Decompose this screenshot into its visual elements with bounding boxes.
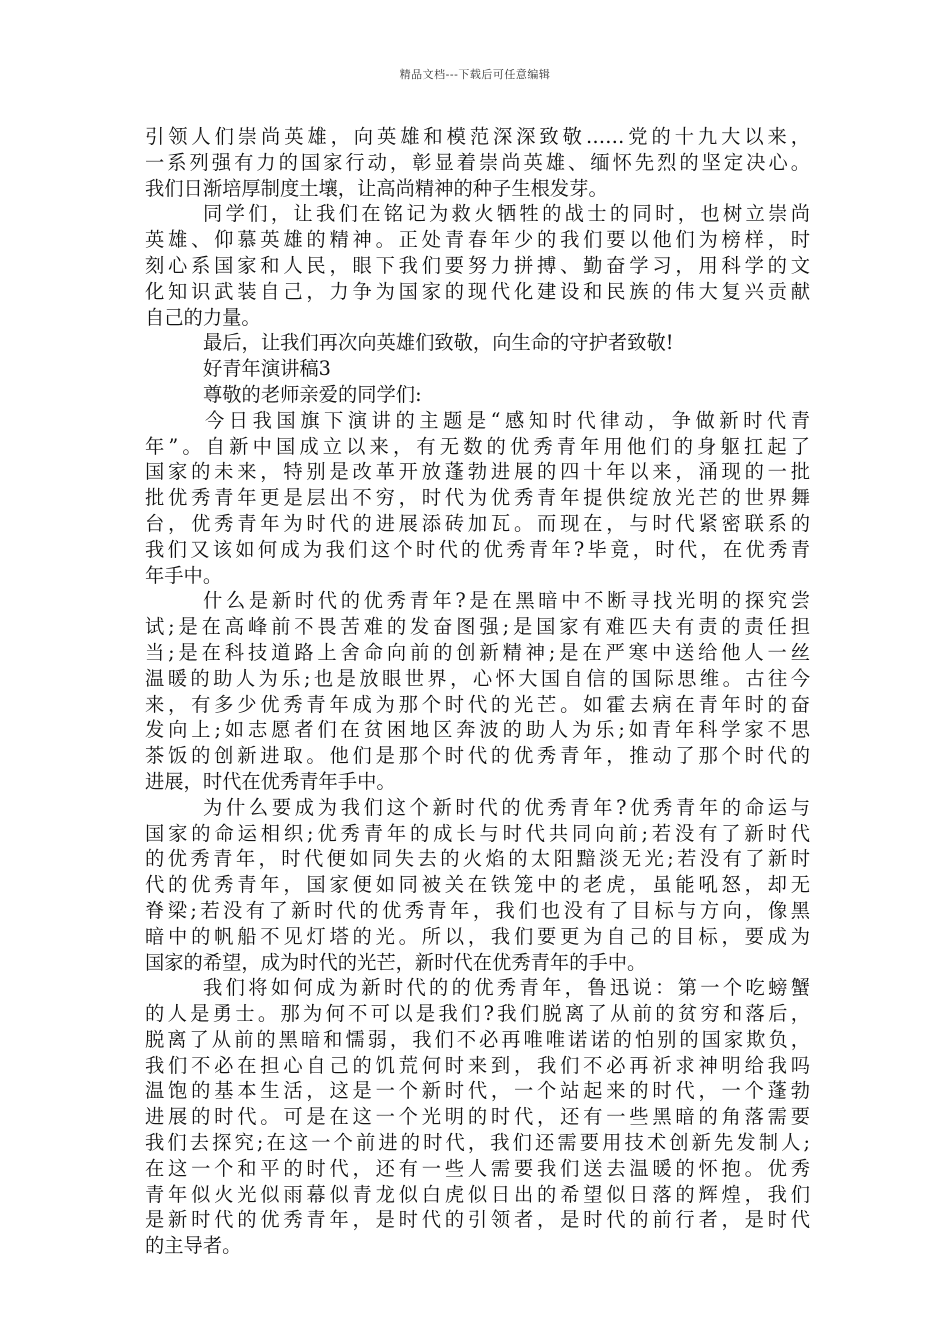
paragraph	[145, 330, 810, 356]
paragraph	[145, 588, 810, 794]
text-line: 一系列强有力的国家行动，彰显着崇尚英雄、缅怀先烈的坚定决心。	[145, 150, 810, 174]
paragraph	[145, 408, 810, 589]
paragraph	[145, 201, 810, 330]
text-line: 进展，时代在优秀青年手中。	[145, 769, 396, 793]
text-line: 化知识武装自己，力争为国家的现代化建设和民族的伟大复兴贡献	[145, 279, 810, 303]
text-line: 好青年演讲稿3	[203, 357, 331, 381]
text-line: 引领人们崇尚英雄，向英雄和模范深深致敬……党的十九大以来，	[145, 125, 810, 148]
text-line: 为什么要成为我们这个新时代的优秀青年?优秀青年的命运与	[203, 795, 810, 819]
text-line: 发向上;如志愿者们在贫困地区奔波的助人为乐;如青年科学家不思	[145, 718, 810, 742]
text-line: 刻心系国家和人民，眼下我们要努力拼搏、勤奋学习，用科学的文	[145, 253, 810, 277]
text-line: 国家的希望，成为时代的光芒，新时代在优秀青年的手中。	[145, 950, 647, 974]
text-line: 青年似火光似雨幕似青龙似白虎似日出的希望似日落的辉煌，我们	[145, 1182, 810, 1206]
paragraph	[145, 124, 810, 201]
text-line: 什么是新时代的优秀青年?是在黑暗中不断寻找光明的探究尝	[203, 589, 810, 613]
text-line: 我们去探究;在这一个前进的时代，我们还需要用技术创新先发制人;	[145, 1131, 810, 1155]
text-line: 年手中。	[145, 563, 223, 587]
text-line: 国家的命运相织;优秀青年的成长与时代共同向前;若没有了新时代	[145, 821, 810, 845]
text-line: 当;是在科技道路上舍命向前的创新精神;是在严寒中送给他人一丝	[145, 640, 810, 664]
text-line: 温暖的助人为乐;也是放眼世界，心怀大国自信的国际思维。古往今	[145, 666, 810, 690]
text-line: 脱离了从前的黑暗和懦弱，我们不必再唯唯诺诺的怕别的国家欺负，	[145, 1027, 810, 1051]
text-line: 试;是在高峰前不畏苦难的发奋图强;是国家有难匹夫有责的责任担	[145, 615, 810, 639]
text-line: 来，有多少优秀青年成为那个时代的光芒。如霍去病在青年时的奋	[145, 692, 810, 716]
text-line: 温饱的基本生活，这是一个新时代，一个站起来的时代，一个蓬勃	[145, 1079, 810, 1103]
text-line: 同学们，让我们在铭记为救火牺牲的战士的同时，也树立崇尚	[203, 202, 810, 226]
text-line: 我们不必在担心自己的饥荒何时来到，我们不必再祈求神明给我吗	[145, 1053, 810, 1077]
text-line: 我们又该如何成为我们这个时代的优秀青年?毕竟，时代，在优秀青	[145, 537, 810, 561]
text-line: 台，优秀青年为时代的进展添砖加瓦。而现在，与时代紧密联系的	[145, 511, 810, 535]
text-line: 的人是勇士。那为何不可以是我们?我们脱离了从前的贫穷和落后，	[145, 1002, 810, 1026]
text-line: 尊敬的老师亲爱的同学们:	[203, 382, 422, 406]
text-line: 进展的时代。可是在这一个光明的时代，还有一些黑暗的角落需要	[145, 1105, 810, 1129]
salutation	[145, 382, 810, 408]
text-line: 批优秀青年更是层出不穷，时代为优秀青年提供绽放光芒的世界舞	[145, 486, 810, 510]
text-line: 暗中的帆船不见灯塔的光。所以，我们要更为自己的目标，要成为	[145, 924, 810, 948]
text-line: 茶饭的创新进取。他们是那个时代的优秀青年，推动了那个时代的	[145, 744, 810, 768]
page-header: 精品文档---下载后可任意编辑	[399, 68, 551, 81]
text-line: 的主导者。	[145, 1234, 242, 1258]
text-line: 自己的力量。	[145, 305, 261, 329]
text-line: 的优秀青年，时代便如同失去的火焰的太阳黯淡无光;若没有了新时	[145, 847, 810, 871]
text-line: 脊梁;若没有了新时代的优秀青年，我们也没有了目标与方向，像黑	[145, 898, 810, 922]
text-line: 今日我国旗下演讲的主题是“感知时代律动，争做新时代青	[205, 408, 810, 432]
text-line: 在这一个和平的时代，还有一些人需要我们送去温暖的怀抱。优秀	[145, 1156, 810, 1180]
text-line: 代的优秀青年，国家便如同被关在铁笼中的老虎，虽能吼怒，却无	[145, 873, 810, 897]
section-title	[145, 356, 810, 382]
paragraph	[145, 975, 810, 1259]
text-line: 是新时代的优秀青年，是时代的引领者，是时代的前行者，是时代	[145, 1208, 810, 1232]
paragraph	[145, 795, 810, 976]
text-line: 年”。自新中国成立以来，有无数的优秀青年用他们的身躯扛起了	[145, 434, 810, 458]
text-line: 英雄、仰慕英雄的精神。正处青春年少的我们要以他们为榜样，时	[145, 228, 810, 252]
text-line: 最后，让我们再次向英雄们致敬，向生命的守护者致敬!	[203, 331, 674, 355]
document-body	[145, 124, 810, 1259]
text-line: 我们将如何成为新时代的的优秀青年，鲁迅说：第一个吃螃蟹	[203, 976, 810, 1000]
text-line: 国家的未来，特别是改革开放蓬勃进展的四十年以来，涌现的一批	[145, 460, 810, 484]
text-line: 我们日渐培厚制度土壤，让高尚精神的种子生根发芽。	[145, 176, 608, 200]
